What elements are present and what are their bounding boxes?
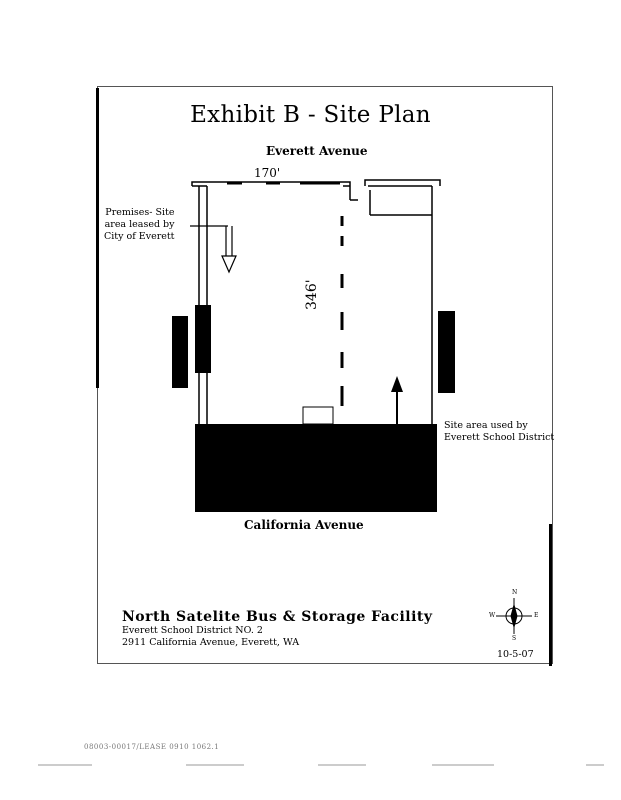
left-gate-marker [172,316,188,388]
premises-arrow [190,226,236,272]
length-dimension-label: 346' [304,279,320,310]
adjoining-lot-top [365,180,440,186]
compass-east-label: E [534,612,539,619]
facility-name: North Satelite Bus & Storage Facility [122,609,433,625]
compass-north-label: N [512,589,518,596]
esd-site-area [195,424,437,512]
page-title: Exhibit B - Site Plan [190,102,431,128]
site-address: 2911 California Avenue, Everett, WA [122,637,300,648]
width-dimension-label: 170' [254,166,281,180]
premises-label: Premises- Site area leased by City of Everett [104,207,175,242]
street-label-everett: Everett Avenue [266,144,368,158]
plan-date: 10-5-07 [497,649,534,660]
compass-icon [496,598,532,634]
compass-west-label: W [489,612,496,619]
esd-access-arrow [391,376,403,424]
esd-area-label: Site area used by Everett School District [444,420,555,443]
right-gate-marker [438,311,455,393]
document-footer-code: 08003-00017/LEASE 0910 1062.1 [84,743,220,751]
district-name: Everett School District NO. 2 [122,625,263,636]
compass-south-label: S [512,635,517,642]
street-label-california: California Avenue [244,518,364,532]
site-top-boundary [192,182,350,200]
